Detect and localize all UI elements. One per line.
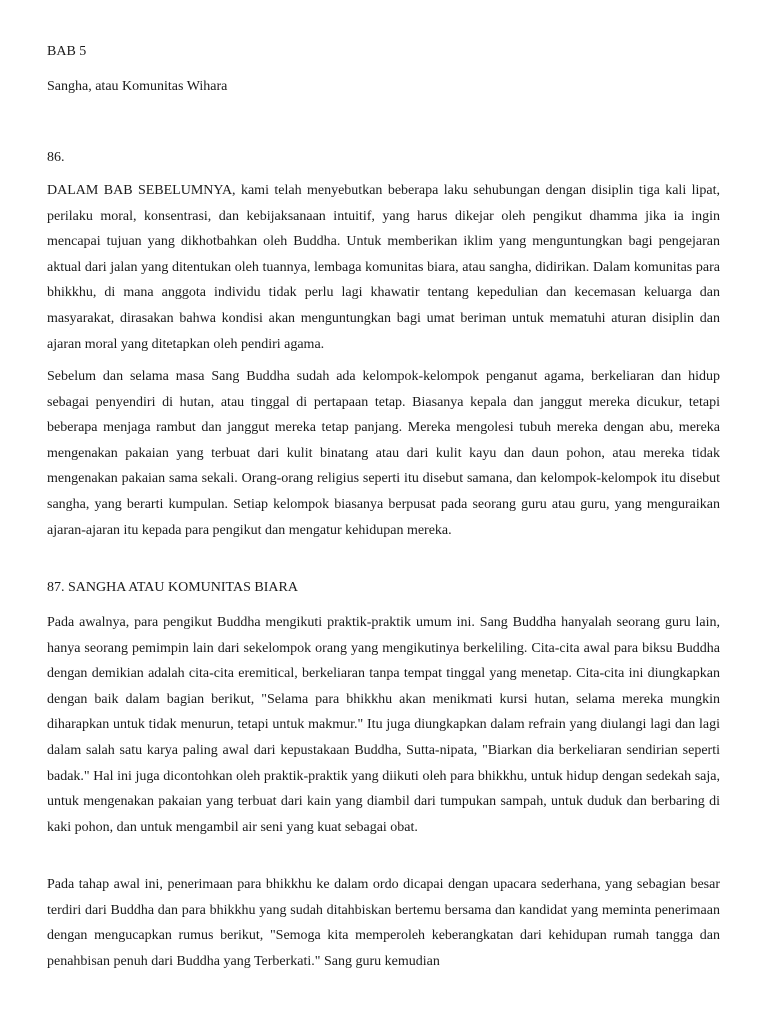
paragraph-3: Pada awalnya, para pengikut Buddha mengikuti praktik-praktik umum ini. Sang Buddha hanyalah seorang guru lain, hanya seorang pemimpin lain dari sekelompok orang yang mengikutinya berkeliling. Cita-cita awal para biksu Buddha dengan demikian adalah cita-cita eremitical, berkeliaran tanpa tempat tinggal yang menetap. Cita-cita ini diungkapkan dengan baik dalam bagian berikut, "Selama para bhikkhu akan menikmati kursi hutan, selama mereka mungkin diharapkan untuk tidak menurun, tetapi untuk makmur." Itu juga diungkapkan dalam refrain yang diulangi lagi dan lagi dalam salah satu karya paling awal dari kepustakaan Buddha, Sutta-nipata, "Biarkan dia berkeliaran sendirian seperti badak." Hal ini juga dicontohkan oleh praktik-praktik yang diikuti oleh para bhikkhu, untuk hidup dengan sedekah saja, untuk mengenakan pakaian yang terbuat dari kain yang diambil dari tumpukan sampah, untuk duduk dan berbaring di kaki pohon, dan untuk mengambil air seni yang kuat sebagai obat.	[47, 615, 720, 835]
chapter-label: BAB 5	[47, 44, 87, 59]
paragraph-1: DALAM BAB SEBELUMNYA, kami telah menyebutkan beberapa laku sehubungan dengan disiplin tiga kali lipat, perilaku moral, konsentrasi, dan kebijaksanaan intuitif, yang harus dikejar oleh pengikut dhamma jika ia ingin mencapai tujuan yang dikhotbahkan oleh Buddha. Untuk memberikan iklim yang menguntungkan bagi pengejaran aktual dari jalan yang ditentukan oleh tuannya, lembaga komunitas biara, atau sangha, didirikan. Dalam komunitas para bhikkhu, di mana anggota individu tidak perlu lagi khawatir tentang kepedulian dan kecemasan keluarga dan masyarakat, dirasakan bahwa kondisi akan menguntungkan bagi umat beriman untuk mematuhi aturan disiplin dan ajaran moral yang ditetapkan oleh pendiri agama.	[47, 183, 720, 352]
paragraph-4: Pada tahap awal ini, penerimaan para bhikkhu ke dalam ordo dicapai dengan upacara sederhana, yang sebagian besar terdiri dari Buddha dan para bhikkhu yang sudah ditahbiskan bertemu bersama dan kandidat yang meminta penerimaan dengan mengucapkan rumus berikut, "Semoga kita memperoleh keberangkatan dari kehidupan rumah tangga dan penahbisan penuh dari Buddha yang Terberkati." Sang guru kemudian	[47, 877, 720, 969]
chapter-title: Sangha, atau Komunitas Wihara	[47, 79, 228, 94]
section-86-label: 86.	[47, 150, 65, 165]
paragraph-2: Sebelum dan selama masa Sang Buddha sudah ada kelompok-kelompok penganut agama, berkeliaran dan hidup sebagai penyendiri di hutan, atau tinggal di pertapaan tetap. Biasanya kepala dan janggut mereka dicukur, tetapi beberapa menjaga rambut dan janggut mereka tetap panjang. Mereka mengolesi tubuh mereka dengan abu, mereka mengenakan pakaian yang terbuat dari kulit binatang atau dari kulit kayu dan daun pohon, atau mereka tidak mengenakan pakaian sama sekali. Orang-orang religius seperti itu disebut samana, dan kelompok-kelompok itu disebut sangha, yang berarti kumpulan. Setiap kelompok biasanya berpusat pada seorang guru atau guru, yang menguraikan ajaran-ajaran itu kepada para pengikut dan mengatur kehidupan mereka.	[47, 369, 720, 538]
section-87-heading: 87. SANGHA ATAU KOMUNITAS BIARA	[47, 580, 298, 595]
